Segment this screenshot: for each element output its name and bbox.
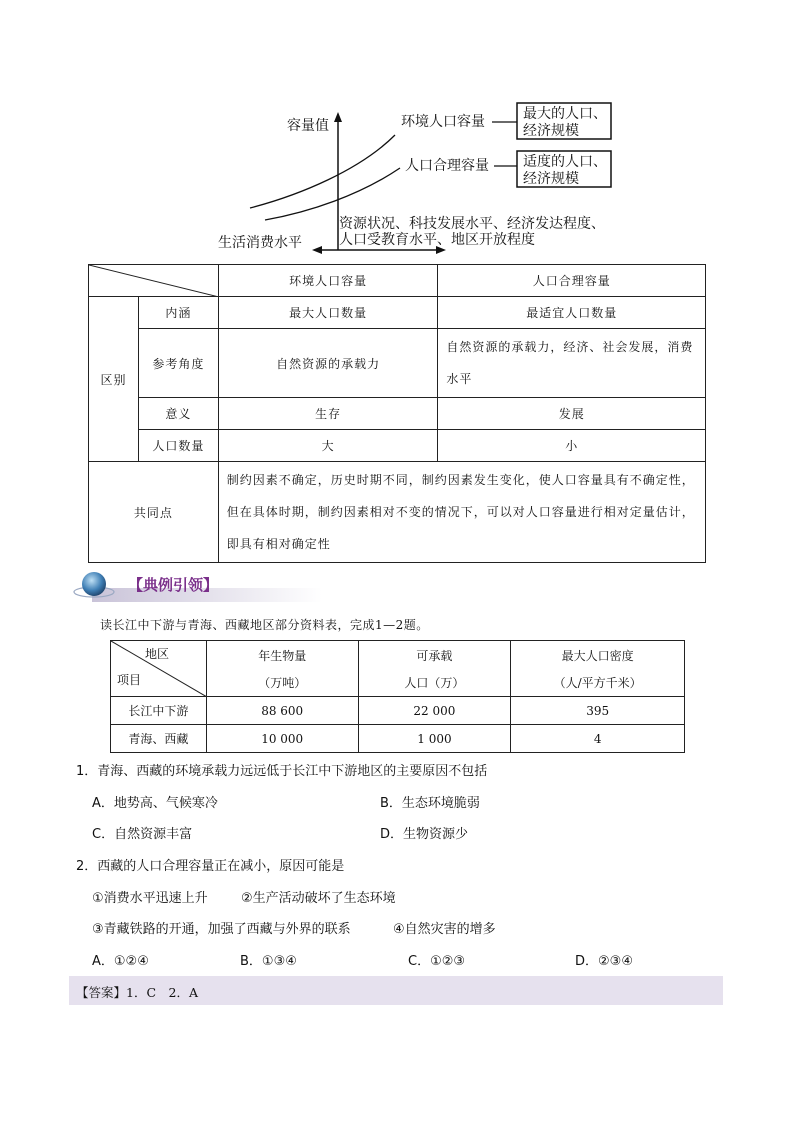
question-1-stem: 1．青海、西藏的环境承载力远远低于长江中下游地区的主要原因不包括	[76, 764, 488, 779]
question-1-option-b: B．生态环境脆弱	[380, 796, 480, 811]
common-label: 共同点	[89, 462, 219, 563]
question-2-statement-4: ④自然灾害的增多	[393, 922, 496, 937]
answer-text: 【答案】1．C 2．A	[76, 985, 198, 1000]
value-cell: 88 600	[206, 697, 358, 725]
cell: 最大人口数量	[218, 297, 438, 329]
region-cell: 长江中下游	[111, 697, 207, 725]
row-label: 参考角度	[138, 329, 218, 398]
table-row	[111, 641, 685, 697]
value-cell: 10 000	[206, 725, 358, 753]
region-cell: 青海、西藏	[111, 725, 207, 753]
table-row	[89, 329, 706, 398]
common-text: 制约因素不确定，历史时期不同，制约因素发生变化，使人口容量具有不确定性，但在具体时期，制约因素相对不变的情况下，可以对人口容量进行相对定量估计，即具有相对确定性	[218, 462, 705, 563]
box-lower-line1: 适度的人口、	[523, 154, 607, 170]
globe-icon	[82, 572, 106, 596]
column-header-line2: （万吨）	[258, 675, 307, 690]
value-cell: 395	[511, 697, 685, 725]
cell: 大	[218, 430, 438, 462]
question-2-statement-3: ③青藏铁路的开通，加强了西藏与外界的联系	[92, 922, 351, 937]
cell: 自然资源的承载力	[218, 329, 438, 398]
diagonal-line	[89, 265, 219, 297]
section-title: 【典例引领】	[128, 576, 219, 594]
table-row	[111, 697, 685, 725]
comparison-table	[88, 264, 706, 563]
intro-text: 读长江中下游与青海、西藏地区部分资料表，完成1—2题。	[100, 618, 429, 632]
corner-region-label: 地区	[145, 647, 170, 661]
question-1-option-d: D．生物资源少	[380, 827, 469, 842]
cell: 发展	[438, 398, 706, 430]
cell: 小	[438, 430, 706, 462]
question-2-stem: 2．西藏的人口合理容量正在减小，原因可能是	[76, 859, 345, 874]
question-1-option-c: C．自然资源丰富	[92, 827, 193, 842]
column-header	[358, 641, 511, 697]
table-row	[111, 725, 685, 753]
box-upper-line1: 最大的人口、	[523, 106, 607, 122]
cell: 生存	[218, 398, 438, 430]
box-upper-line2: 经济规模	[523, 123, 579, 139]
box-lower-line2: 经济规模	[523, 171, 579, 187]
factors-line1: 资源状况、科技发展水平、经济发达程度、	[339, 216, 605, 232]
value-cell: 1 000	[358, 725, 511, 753]
column-header	[511, 641, 685, 697]
environment-capacity-curve	[250, 135, 395, 208]
reasonable-capacity-curve	[265, 168, 400, 220]
curve-lower-label: 人口合理容量	[405, 158, 489, 174]
factors-line2: 人口受教育水平、地区开放程度	[339, 232, 535, 248]
corner-cell	[111, 641, 207, 697]
column-header	[206, 641, 358, 697]
question-2-statement-2: ②生产活动破坏了生态环境	[241, 891, 396, 906]
row-label: 意义	[138, 398, 218, 430]
header-environment-capacity: 环境人口容量	[218, 265, 438, 297]
column-header-line2: 人口（万）	[404, 675, 465, 690]
column-header-line2: （人/平方千米）	[553, 675, 642, 690]
value-cell: 22 000	[358, 697, 511, 725]
y-axis-label: 容量值	[287, 118, 329, 134]
x-axis-label: 生活消费水平	[218, 235, 302, 251]
group-label: 区别	[89, 297, 139, 462]
question-2-option-c: C．①②③	[408, 954, 466, 969]
table-row	[89, 462, 706, 563]
row-label: 内涵	[138, 297, 218, 329]
question-2-option-a: A．①②④	[92, 954, 149, 969]
table-row	[89, 398, 706, 430]
cell: 自然资源的承载力，经济、社会发展，消费水平	[438, 329, 706, 398]
question-2-statement-1: ①消费水平迅速上升	[92, 891, 208, 906]
diagonal-corner-cell	[89, 265, 219, 297]
column-header-line1: 最大人口密度	[561, 648, 634, 663]
question-1-option-a: A．地势高、气候寒冷	[92, 796, 218, 811]
cell: 最适宜人口数量	[438, 297, 706, 329]
population-capacity-diagram	[0, 0, 794, 262]
header-reasonable-capacity: 人口合理容量	[438, 265, 706, 297]
corner-item-label: 项目	[117, 673, 142, 687]
value-cell: 4	[511, 725, 685, 753]
curve-upper-label: 环境人口容量	[401, 114, 485, 130]
row-label: 人口数量	[138, 430, 218, 462]
column-header-line1: 年生物量	[258, 648, 307, 663]
column-header-line1: 可承载	[416, 648, 453, 663]
table-row	[89, 297, 706, 329]
y-axis-arrow	[334, 112, 342, 122]
question-2-option-d: D．②③④	[575, 954, 633, 969]
table-row	[89, 430, 706, 462]
question-2-option-b: B．①③④	[240, 954, 297, 969]
x-axis-left-arrow	[312, 246, 322, 254]
data-table	[110, 640, 685, 753]
table-row	[89, 265, 706, 297]
